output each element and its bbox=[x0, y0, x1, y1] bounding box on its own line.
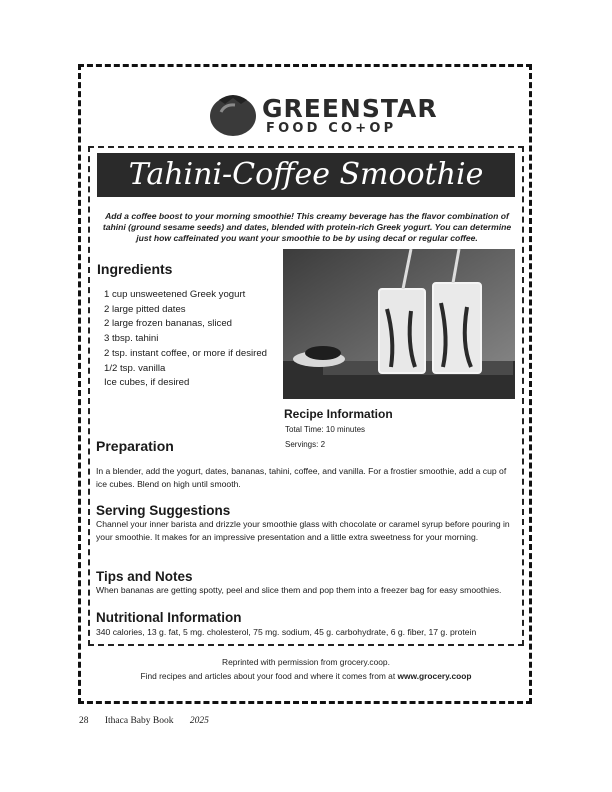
ingredient-item: 2 large frozen bananas, sliced bbox=[104, 318, 232, 330]
serving-suggestions-text: Channel your inner barista and drizzle your smoothie glass with chocolate or caramel syrup before pouring in your smoothie. It makes for an impressive presentation and a little extra sweetness for your morning. bbox=[96, 519, 510, 542]
page-number: 28 bbox=[79, 716, 89, 726]
ingredient-item: 1/2 tsp. vanilla bbox=[104, 362, 166, 374]
tomato-icon bbox=[210, 96, 256, 136]
page-footer bbox=[79, 716, 223, 726]
tips-text: When bananas are getting spotty, peel and slice them and pop them into a freezer bag for easy smoothies. bbox=[96, 585, 502, 595]
servings: Servings: 2 bbox=[285, 440, 326, 449]
grocery-coop-link[interactable]: www.grocery.coop bbox=[397, 671, 472, 681]
preparation-heading: Preparation bbox=[96, 438, 174, 454]
reprint-credit: Reprinted with permission from grocery.coop. bbox=[222, 657, 390, 667]
ingredient-item: 2 tsp. instant coffee, or more if desired bbox=[104, 347, 267, 359]
ingredient-item: 1 cup unsweetened Greek yogurt bbox=[104, 289, 246, 300]
smoothie-photo bbox=[283, 249, 515, 399]
nutrition-heading: Nutritional Information bbox=[96, 610, 242, 625]
reprint-text: Find recipes and articles about your food and where it comes from at bbox=[140, 671, 398, 681]
total-time: Total Time: 10 minutes bbox=[285, 425, 366, 434]
ingredient-item: 2 large pitted dates bbox=[104, 303, 186, 315]
ingredient-item: 3 tbsp. tahini bbox=[104, 333, 159, 345]
tips-heading: Tips and Notes bbox=[96, 569, 193, 584]
brand-subtitle: FOOD CO+OP bbox=[266, 121, 397, 136]
recipe-title: Tahini-Coffee Smoothie bbox=[97, 153, 515, 197]
recipe-intro: Add a coffee boost to your morning smoothie! This creamy beverage has the flavor combination of tahini (ground sesame seeds) and dates, blended with protein-rich Greek yogurt. You can determine just how caffeinated you want your smoothie to be by using decaf or regular coffee. bbox=[102, 211, 512, 243]
preparation-text: In a blender, add the yogurt, dates, bananas, tahini, coffee, and vanilla. For a frostier smoothie, add a cup of ice cubes. Blend on high until smooth. bbox=[96, 466, 507, 489]
reprint-link-line bbox=[100, 671, 512, 681]
book-title: Ithaca Baby Book bbox=[104, 716, 174, 726]
year: 2025 bbox=[189, 716, 209, 726]
ingredient-item: Ice cubes, if desired bbox=[104, 377, 190, 389]
recipe-info-heading: Recipe Information bbox=[284, 407, 393, 421]
ingredients-list bbox=[104, 288, 267, 391]
serving-suggestions-heading: Serving Suggestions bbox=[96, 503, 231, 518]
nutrition-text: 340 calories, 13 g. fat, 5 mg. cholesterol, 75 mg. sodium, 45 g. carbohydrate, 6 g. fiber, 17 g. protein bbox=[96, 627, 477, 637]
ingredients-heading: Ingredients bbox=[97, 261, 173, 277]
brand-name: GREENSTAR bbox=[262, 94, 438, 123]
